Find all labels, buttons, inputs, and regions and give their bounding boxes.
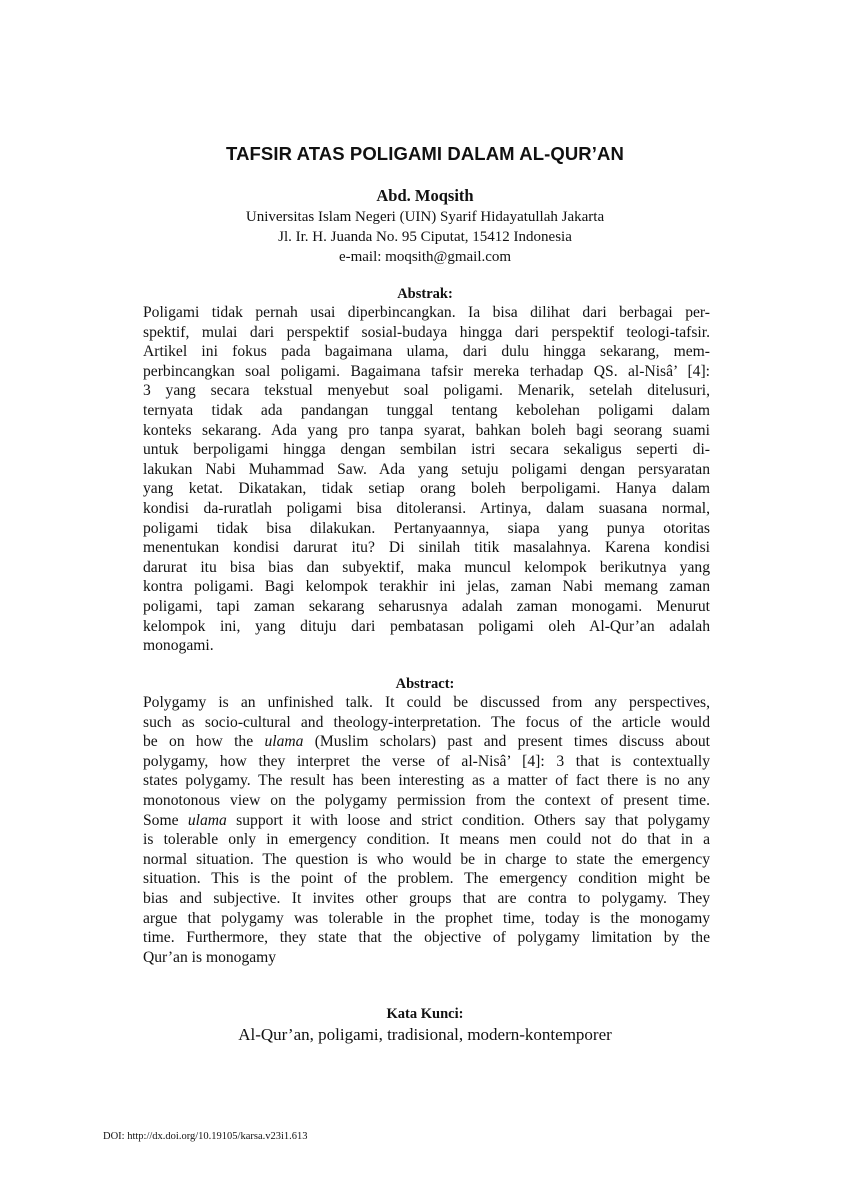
keywords-list: Al-Qur’an, poligami, tradisional, modern-kontemporer xyxy=(238,1025,612,1044)
abstract-line: states polygamy. The result has been interesting as a matter of fact there is no any xyxy=(143,772,710,790)
affiliation-address: Jl. Ir. H. Juanda No. 95 Ciputat, 15412 Indonesia xyxy=(278,229,572,245)
abstract-line-end: (Muslim scholars) past and present times discuss about xyxy=(314,733,710,751)
abstrak-line: konteks sekarang. Ada yang pro tanpa syarat, bahkan boleh bagi seorang suami xyxy=(143,421,710,439)
abstrak-line: kontra poligami. Bagi kelompok terakhir ini jelas, zaman Nabi memang zaman xyxy=(143,578,710,596)
abstract-line-start: Some xyxy=(143,811,179,829)
abstract-line: is tolerable only in emergency condition. It means men could not do that in a xyxy=(143,831,710,849)
abstrak-line: darurat itu bisa bias dan subyektif, maka muncul kelompok berikutnya yang xyxy=(143,558,710,576)
abstract-line: normal situation. The question is who would be in charge to state the emergency xyxy=(143,850,710,868)
abstrak-line: monogami. xyxy=(143,637,214,655)
abstract-line: such as socio-cultural and theology-interpretation. The focus of the article would xyxy=(143,713,710,731)
abstract-line xyxy=(143,732,710,752)
abstrak-line: poligami, tapi zaman sekarang seharusnya adalah zaman monogami. Menurut xyxy=(143,597,710,615)
author-email: e-mail: moqsith@gmail.com xyxy=(338,249,512,265)
abstract-line-start: be on how the xyxy=(143,733,254,751)
abstrak-line: Artikel ini fokus pada bagaimana ulama, dari dulu hingga sekarang, mem- xyxy=(143,343,710,361)
abstract-line: Qur’an is monogamy xyxy=(143,948,277,966)
abstract-line xyxy=(143,811,710,831)
abstract-line: monotonous view on the polygamy permission from the context of present time. xyxy=(143,791,710,809)
abstrak-heading: Abstrak: xyxy=(397,286,453,302)
abstrak-line: menentukan kondisi darurat itu? Di sinilah titik masalahnya. Karena kondisi xyxy=(143,539,710,557)
ulama-term: ulama xyxy=(264,733,304,751)
doi-link[interactable]: DOI: http://dx.doi.org/10.19105/karsa.v23i1.613 xyxy=(103,1131,308,1142)
abstrak-body xyxy=(143,303,710,656)
abstrak-line: 3 yang secara tekstual menyebut soal poligami. Menarik, setelah ditelusuri, xyxy=(143,382,710,400)
abstract-line: bias and subjective. It invites other groups that are contra to polygamy. They xyxy=(143,889,710,907)
abstract-line-end: support it with loose and strict condition. Others say that polygamy xyxy=(236,811,711,829)
abstrak-line: kelompok ini, yang dituju dari pembatasan poligami oleh Al-Qur’an adalah xyxy=(143,617,710,635)
abstract-line: Polygamy is an unfinished talk. It could be discussed from any perspectives, xyxy=(143,694,710,711)
author-affiliation xyxy=(0,207,850,267)
abstract-line: situation. This is the point of the problem. The emergency condition might be xyxy=(143,870,710,888)
abstrak-line: ternyata tidak ada pandangan tunggal tentang kebolehan poligami dalam xyxy=(143,401,710,419)
abstrak-line: untuk berpoligami hingga dengan sembilan istri secara sekaligus seperti di- xyxy=(143,441,710,459)
abstrak-line: perbincangkan soal poligami. Bagaimana tafsir mereka terhadap QS. al-Nisâ’ [4]: xyxy=(143,362,710,380)
author-name: Abd. Moqsith xyxy=(376,186,474,205)
abstract-line: polygamy, how they interpret the verse of al-Nisâ’ [4]: 3 that is contextually xyxy=(143,752,710,770)
abstrak-line: poligami tidak bisa dilakukan. Pertanyaannya, siapa yang punya otoritas xyxy=(143,519,710,537)
abstrak-line: kondisi da-ruratlah poligami bisa ditoleransi. Artinya, dalam suasana normal, xyxy=(143,499,710,517)
abstrak-line: yang ketat. Dikatakan, tidak setiap orang boleh berpoligami. Hanya dalam xyxy=(143,480,710,498)
affiliation-institution: Universitas Islam Negeri (UIN) Syarif Hidayatullah Jakarta xyxy=(245,209,605,225)
abstract-body xyxy=(143,693,710,967)
abstract-line: time. Furthermore, they state that the objective of polygamy limitation by the xyxy=(143,929,710,947)
abstrak-line: Poligami tidak pernah usai diperbincangkan. Ia bisa dilihat dari berbagai per- xyxy=(143,304,710,321)
abstrak-line: lakukan Nabi Muhammad Saw. Ada yang setuju poligami dengan persyaratan xyxy=(143,460,710,478)
abstract-heading: Abstract: xyxy=(395,676,455,692)
ulama-term: ulama xyxy=(187,811,227,829)
abstrak-line: spektif, mulai dari perspektif sosial-budaya hingga dari perspektif teologi-tafsir. xyxy=(143,323,710,341)
keywords-heading: Kata Kunci: xyxy=(386,1006,464,1022)
paper-title: TAFSIR ATAS POLIGAMI DALAM AL-QUR’AN xyxy=(226,143,624,164)
abstract-line: argue that polygamy was tolerable in the prophet time, today is the monogamy xyxy=(143,909,710,927)
